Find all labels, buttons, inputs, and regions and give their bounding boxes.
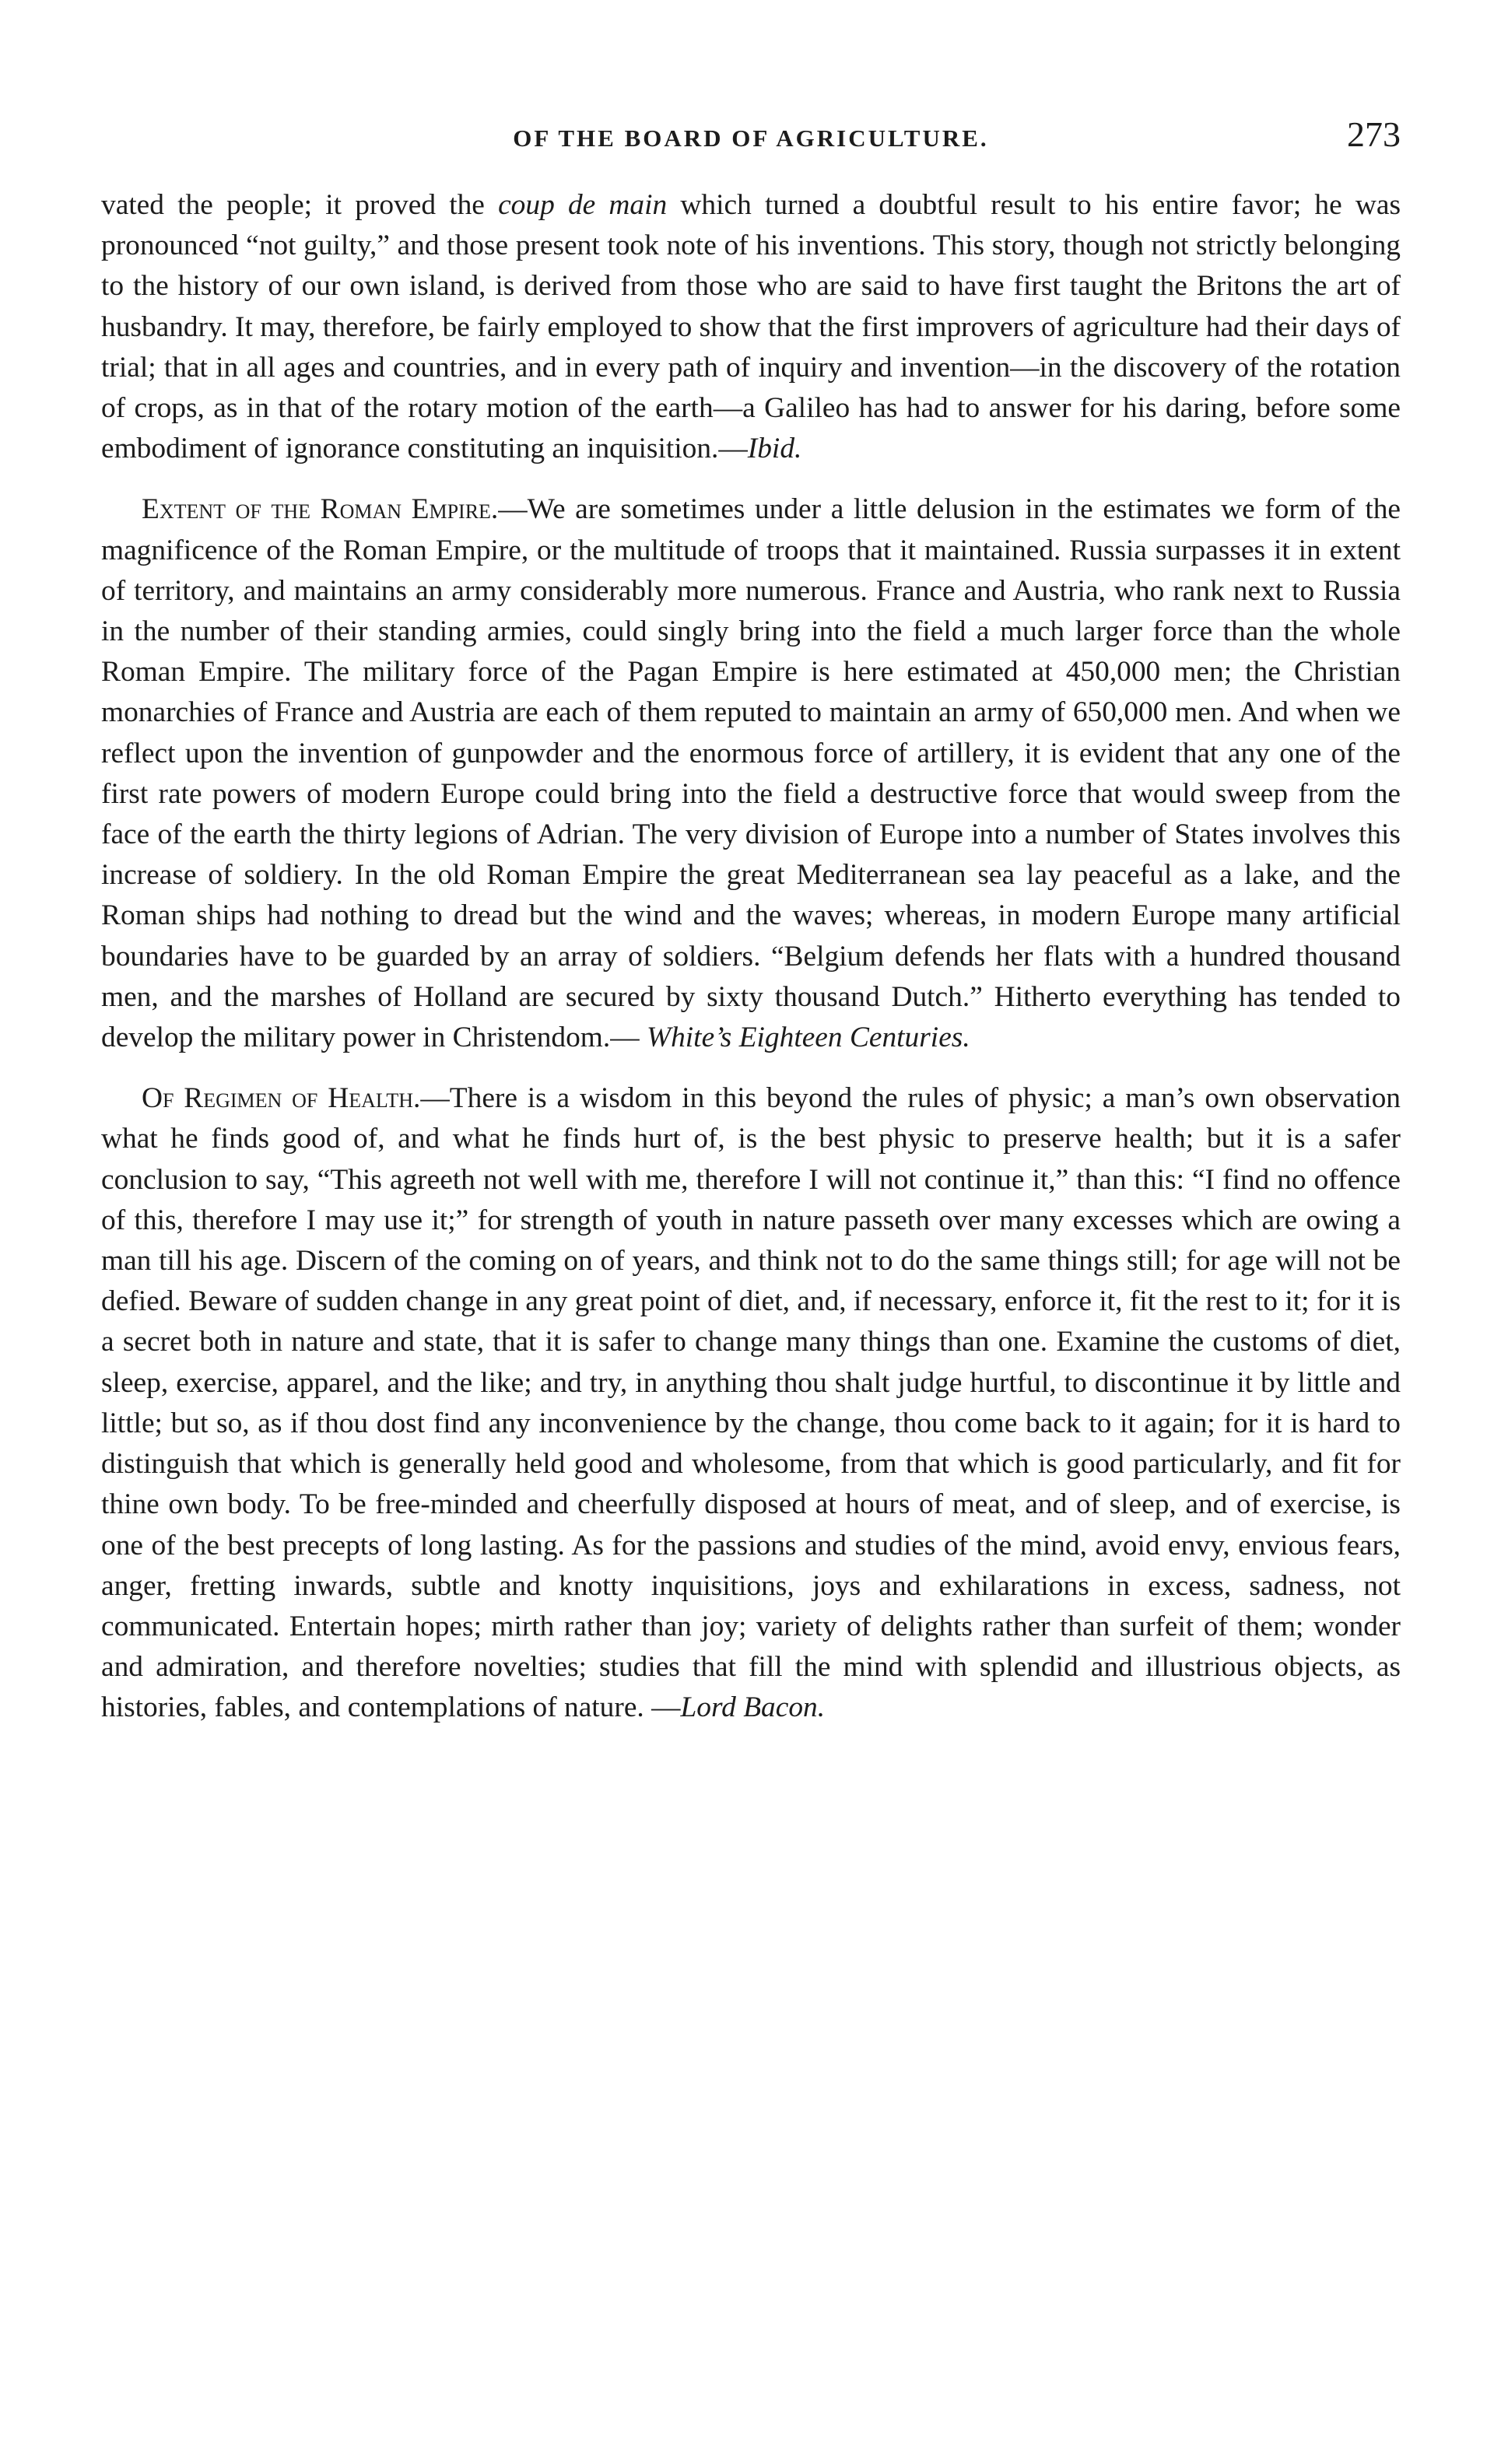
source-citation: Ibid. — [747, 433, 802, 465]
paragraph-text: —We are sometimes under a little delusion in the estimates we form of the magnificence of the Roman Empire, or the multitude of troops that it maintained. Russia surpasses it in extent of territory, and maintains an army considerably more numerous. France and Austria, who rank next to Russia in the number of their standing armies, could singly bring into the field a much larger force than the whole Roman Empire. The military force of the Pagan Empire is here estimated at 450,000 men; the Christian monarchies of France and Austria are each of them reputed to maintain an army of 650,000 men. And when we reflect upon the invention of gunpowder and the enormous force of artillery, it is evident that any one of the first rate powers of modern Europe could bring into the field a destructive force that would sweep from the face of the earth the thirty legions of Adrian. The very division of Europe into a number of States involves this increase of soldiery. In the old Roman Empire the great Mediterranean sea lay peaceful as a lake, and the Roman ships had nothing to dread but the wind and the waves; whereas, in modern Europe many artificial boundaries have to be guarded by an array of soldiers. “Belgium defends her flats with a hundred thousand men, and the marshes of Holland are secured by sixty thousand Dutch.” Hitherto everything has tended to develop the military power in Christendom.— — [101, 493, 1401, 1054]
section-heading: Of Regimen of Health. — [142, 1082, 421, 1115]
paragraph-text: which turned a doubtful result to his entire favor; he was pronounced “not guilty,” and those present took note of his inventions. This story, though not strictly belonging to the history of our own island, is derived from those who are said to have first taught the Britons the art of husbandry. It may, therefore, be fairly employed to show that the first improvers of agriculture had their days of trial; that in all ages and countries, and in every path of inquiry and invention—in the discovery of the rotation of crops, as in that of the rotary motion of the earth—a Galileo has had to answer for his daring, before some embodiment of ignorance constituting an inquisition.— — [101, 189, 1401, 465]
page-header — [101, 114, 1401, 171]
section-heading: Extent of the Roman Empire. — [142, 493, 499, 526]
page-number: 273 — [1347, 114, 1401, 154]
paragraph-continuation — [101, 185, 1401, 469]
paragraph-text: vated the people; it proved the — [101, 189, 499, 221]
paragraph-regimen-of-health — [101, 1078, 1401, 1728]
paragraph-roman-empire — [101, 489, 1401, 1058]
book-page — [101, 114, 1401, 1729]
source-citation: White’s Eighteen Centuries. — [646, 1022, 970, 1054]
italic-phrase: coup de main — [498, 189, 668, 221]
source-citation: Lord Bacon. — [680, 1691, 826, 1724]
paragraph-text: —There is a wisdom in this beyond the rules of physic; a man’s own observation what he finds good of, and what he finds hurt of, is the best physic to preserve health; but it is a safer conclusion to say, “This agreeth not well with me, therefore I will not continue it,” than this: “I find no offence of this, therefore I may use it;” for strength of youth in nature passeth over many excesses which are owing a man till his age. Discern of the coming on of years, and think not to do the same things still; for age will not be defied. Beware of sudden change in any great point of diet, and, if necessary, enforce it, fit the rest to it; for it is a secret both in nature and state, that it is safer to change many things than one. Examine the customs of diet, sleep, exercise, apparel, and the like; and try, in anything thou shalt judge hurtful, to discontinue it by little and little; but so, as if thou dost find any inconvenience by the change, thou come back to it again; for it is hard to distinguish that which is generally held good and wholesome, from that which is good particularly, and fit for thine own body. To be free-minded and cheerfully disposed at hours of meat, and of sleep, and of exercise, is one of the best precepts of long lasting. As for the passions and studies of the mind, avoid envy, envious fears, anger, fretting inwards, subtle and knotty inquisitions, joys and exhilarations in excess, sadness, not communicated. Entertain hopes; mirth rather than joy; variety of delights rather than surfeit of them; wonder and admiration, and therefore novelties; studies that fill the mind with splendid and illustrious objects, as histories, fables, and contemplations of nature. — — [101, 1082, 1401, 1724]
running-title: OF THE BOARD OF AGRICULTURE. — [513, 124, 989, 152]
